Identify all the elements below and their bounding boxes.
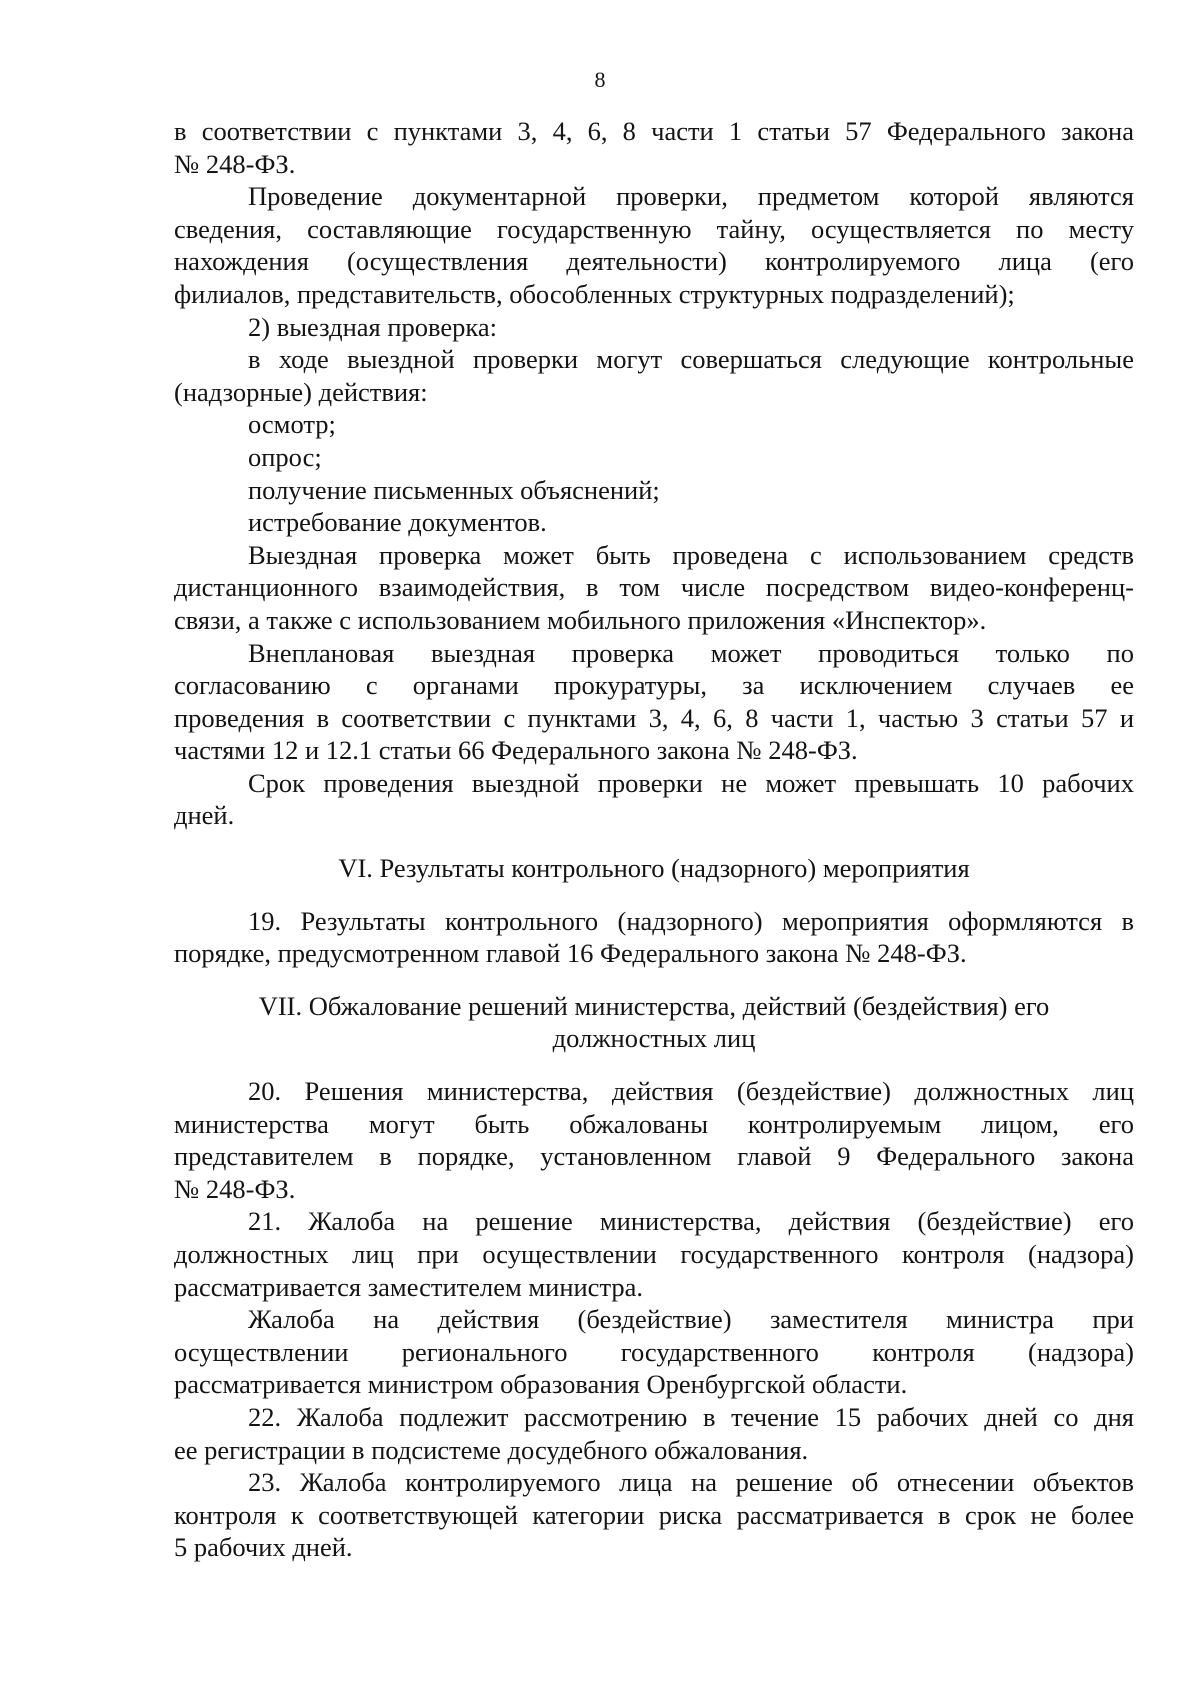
text-line: 5 рабочих дней. [174,1532,353,1563]
text-line: согласованию с органами прокуратуры, за исключением случаев ее [174,670,1134,701]
section-heading-line: VII. Обжалование решений министерства, действий (бездействия) его [258,990,1050,1021]
text-line: Выездная проверка может быть проведена с использованием средств [248,539,1134,570]
text-line: контроля к соответствующей категории риска рассматривается в срок не более [174,1499,1134,1530]
paragraph-documentary-check [174,180,1134,310]
text-line: дней. [174,800,235,831]
text-line: осуществлении регионального государственного контроля (надзора) [174,1336,1134,1367]
text-line: филиалов, представительств, обособленных структурных подразделений); [174,278,1015,309]
paragraph-21-complaint [174,1303,1134,1401]
paragraph-20 [174,1075,1134,1205]
paragraph-22 [174,1401,1134,1466]
text-line: министерства могут быть обжалованы контролируемым лицом, его [174,1108,1134,1139]
text-line: 23. Жалоба контролируемого лица на решение об отнесении объектов [248,1467,1134,1498]
list-item: получение письменных объяснений; [248,474,660,505]
text-line: 2) выездная проверка: [248,311,497,342]
list-item: осмотр; [248,409,336,440]
section-heading-line: должностных лиц [552,1023,756,1054]
text-line: ее регистрации в подсистеме досудебного обжалования. [174,1434,809,1465]
paragraph-onsite-check-title [174,311,1134,344]
text-line: связи, а также с использованием мобильного приложения «Инспектор». [174,604,987,635]
text-line: № 248-ФЗ. [174,148,296,179]
text-line: 22. Жалоба подлежит рассмотрению в течение 15 рабочих дней со дня [248,1401,1134,1432]
paragraph-continuation [174,115,1134,180]
text-line: 19. Результаты контрольного (надзорного) мероприятия оформляются в [248,905,1134,936]
paragraph-23 [174,1466,1134,1564]
text-line: нахождения (осуществления деятельности) контролируемого лица (его [174,246,1134,277]
text-line: в соответствии с пунктами 3, 4, 6, 8 части 1 статьи 57 Федерального закона [174,116,1134,146]
text-line: сведения, составляющие государственную тайну, осуществляется по месту [174,213,1134,244]
paragraph-remote-check [174,539,1134,637]
document-body [174,115,1134,1564]
section-heading-results [174,852,1134,885]
text-line: № 248-ФЗ. [174,1173,296,1204]
text-line: Внеплановая выездная проверка может проводиться только по [248,637,1134,668]
text-line: дистанционного взаимодействия, в том числе посредством видео-конференц- [174,572,1134,603]
list-item: истребование документов. [248,507,547,538]
paragraph-check-duration [174,767,1134,832]
text-line: (надзорные) действия: [174,376,428,407]
paragraph-21 [174,1205,1134,1303]
text-line: рассматривается заместителем министра. [174,1271,643,1302]
paragraph-onsite-actions-intro [174,343,1134,408]
text-line: рассматривается министром образования Оренбургской области. [174,1369,908,1400]
text-line: представителем в порядке, установленном главой 9 Федерального закона [174,1141,1134,1172]
text-line: Проведение документарной проверки, предметом которой являются [248,181,1134,212]
text-line: в ходе выездной проверки могут совершаться следующие контрольные [248,344,1134,375]
text-line: 20. Решения министерства, действия (бездействие) должностных лиц [248,1076,1134,1107]
actions-list [174,408,1134,538]
text-line: должностных лиц при осуществлении государственного контроля (надзора) [174,1239,1134,1269]
text-line: Жалоба на действия (бездействие) заместителя министра при [248,1304,1134,1335]
text-line: порядке, предусмотренном главой 16 Федерального закона № 248-ФЗ. [174,938,967,969]
text-line: Срок проведения выездной проверки не может превышать 10 рабочих [248,767,1134,798]
section-heading: VI. Результаты контрольного (надзорного) мероприятия [338,853,970,884]
paragraph-19 [174,905,1134,970]
page-number: 8 [594,67,606,92]
section-heading-appeal [174,990,1134,1055]
text-line: 21. Жалоба на решение министерства, действия (бездействие) его [248,1206,1134,1237]
paragraph-unscheduled-check [174,637,1134,767]
text-line: частями 12 и 12.1 статьи 66 Федерального закона № 248-ФЗ. [174,735,858,766]
text-line: проведения в соответствии с пунктами 3, 4, 6, 8 части 1, частью 3 статьи 57 и [174,702,1134,733]
list-item: опрос; [248,441,322,472]
